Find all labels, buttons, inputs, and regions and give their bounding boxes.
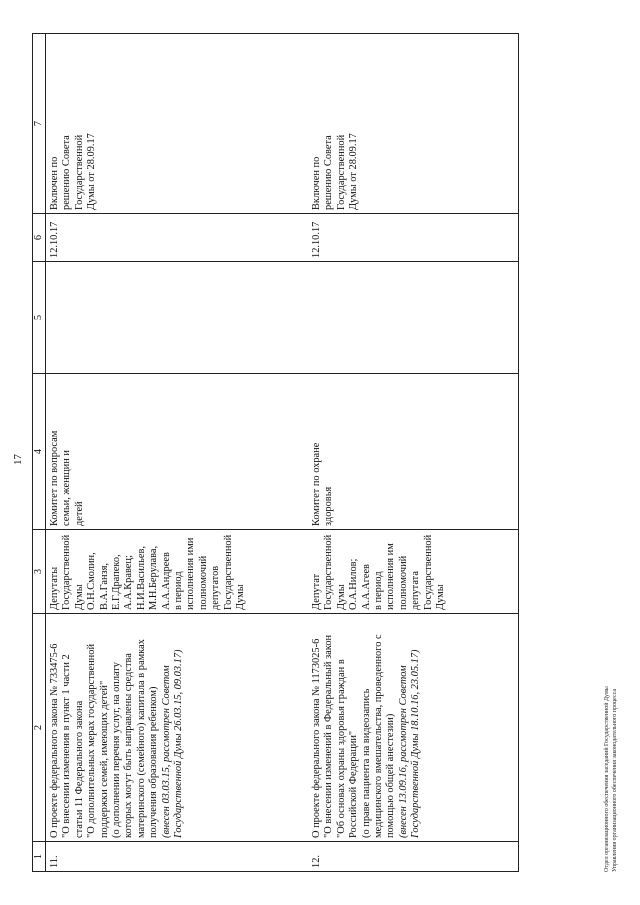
author-line: О.А.Нилов; (348, 558, 360, 610)
session-date: 12.10.17 (46, 214, 310, 262)
session-date: 12.10.17 (309, 214, 519, 262)
author-line: полномочий (197, 555, 209, 610)
description-note-line: Государственной Думы 18.10.16, 23.05.17) (410, 649, 422, 838)
description-line: "Об основах охраны здоровья граждан в (335, 659, 347, 838)
description-line: (о праве пациента на видеозапись (360, 688, 372, 838)
column-header: 7 (33, 34, 46, 214)
author-line: исполнения ими (185, 537, 197, 610)
description-line: О проекте федерального закона № 733475-6 (49, 643, 60, 838)
status-line: Включен по (311, 156, 322, 210)
description-line: получения образования ребенком) (148, 686, 160, 838)
status-line: решению Совета (61, 135, 73, 210)
description-line: О проекте федерального закона № 1173025-6 (311, 638, 322, 838)
description-line: поддержки семей, имеющих детей" (98, 680, 110, 838)
status-line: Государственной (73, 134, 85, 210)
row-number: 12. (309, 842, 519, 872)
author-line: Н.И.Васильев, (135, 546, 147, 610)
author-line: Государственной (61, 534, 73, 610)
column-header: 2 (33, 614, 46, 842)
column-5-cell (46, 262, 310, 374)
committee-line: Комитет по вопросам (49, 430, 60, 526)
description-note-line: (внесен 03.03.15, рассмотрен Советом (160, 665, 172, 838)
author-line: в период (173, 571, 185, 610)
description-line: "О дополнительных мерах государственной (86, 643, 98, 838)
document-footer (604, 686, 619, 872)
author-line: депутата (410, 571, 422, 610)
author-line: исполнения им (385, 543, 397, 610)
inclusion-status (309, 34, 519, 214)
row-number: 11. (46, 842, 310, 872)
table-row (46, 34, 310, 872)
column-header: 6 (33, 214, 46, 262)
column-header: 1 (33, 842, 46, 872)
footer-line: Управления организационного обеспечения законодательного процесса (611, 688, 618, 872)
author-line: Е.Г.Драпеко, (111, 554, 123, 610)
status-line: Включен по (49, 156, 60, 210)
author-line: Думы (73, 584, 85, 610)
column-5-cell (309, 262, 519, 374)
description-note-line: Государственной Думы 26.03.15, 09.03.17) (173, 649, 185, 838)
author-line: Думы (235, 584, 247, 610)
bill-description (309, 614, 519, 842)
status-line: Думы от 28.09.17 (348, 133, 360, 210)
author-line: Депутат (311, 573, 322, 610)
column-header: 5 (33, 262, 46, 374)
table-header-row (33, 34, 46, 872)
responsible-committee (309, 374, 519, 530)
page-number: 17 (12, 454, 24, 465)
author-line: М.Н.Берулава, (148, 545, 160, 610)
inclusion-status (46, 34, 310, 214)
status-line: решению Совета (323, 135, 335, 210)
author-line: Думы (435, 584, 447, 610)
description-line: Российской Федерации" (348, 730, 360, 838)
responsible-committee (46, 374, 310, 530)
author-line: А.А.Агеев (360, 564, 372, 610)
description-line: помощью общей анестезии) (385, 713, 397, 838)
description-line: "О внесении изменений в Федеральный закон (323, 634, 335, 838)
description-line: "О внесении изменения в пункт 1 части 2 (61, 654, 73, 838)
bill-description (46, 614, 310, 842)
author-line: В.А.Ганзя, (98, 562, 110, 610)
bill-authors (46, 530, 310, 614)
table-row (309, 34, 519, 872)
column-header: 3 (33, 530, 46, 614)
committee-line: здоровья (323, 486, 335, 526)
author-line: Думы (335, 584, 347, 610)
status-line: Государственной (335, 134, 347, 210)
description-line: медицинского вмешательства, проведенного с (373, 634, 385, 838)
author-line: депутатов (210, 565, 222, 610)
author-line: в период (373, 571, 385, 610)
author-line: А.А.Андреев (160, 552, 172, 610)
committee-line: детей (73, 501, 85, 526)
author-line: О.Н.Смолин, (86, 552, 98, 610)
status-line: Думы от 28.09.17 (86, 133, 98, 210)
author-line: А.А.Кравец; (123, 555, 135, 610)
author-line: Государственной (323, 534, 335, 610)
author-line: Депутаты (49, 566, 60, 610)
committee-line: Комитет по охране (311, 442, 322, 526)
description-line: материнского (семейного) капитала в рамках (135, 639, 147, 838)
description-line: статьи 11 Федерального закона (73, 700, 85, 838)
author-line: Государственной (222, 534, 234, 610)
description-note-line: (внесен 13.09.16, рассмотрен Советом (397, 665, 409, 838)
bill-authors (309, 530, 519, 614)
footer-line: Отдел организационного обеспечения заседаний Государственной Думы (604, 686, 610, 872)
column-header: 4 (33, 374, 46, 530)
description-line: которых могут быть направлены средства (123, 653, 135, 838)
committee-line: семьи, женщин и (61, 450, 73, 526)
agenda-table (32, 33, 519, 872)
author-line: полномочий (397, 555, 409, 610)
author-line: Государственной (422, 534, 434, 610)
description-line: (о дополнении перечня услуг, на оплату (111, 662, 123, 838)
